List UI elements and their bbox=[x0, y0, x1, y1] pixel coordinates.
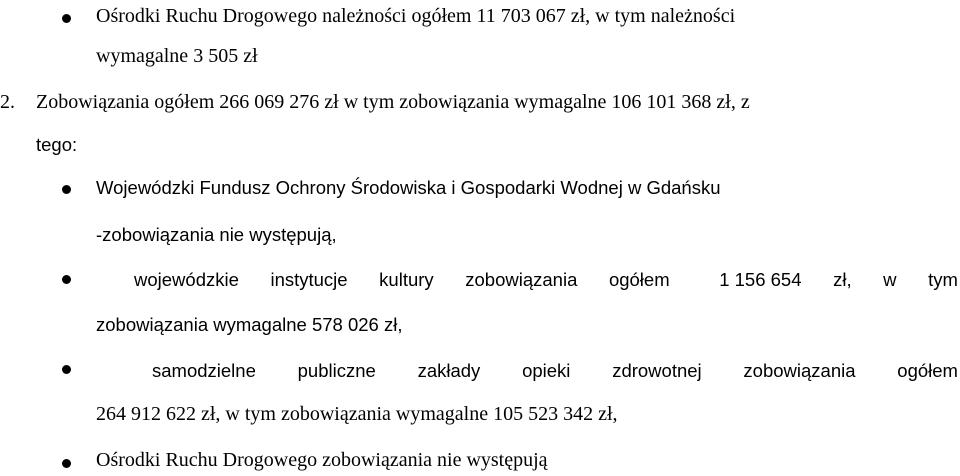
bullet-point bbox=[62, 185, 71, 194]
bullet-point bbox=[62, 365, 71, 374]
word: zł, bbox=[833, 269, 852, 290]
bullet-point bbox=[62, 14, 71, 23]
word: zobowiązania bbox=[465, 269, 578, 290]
word: zobowiązania bbox=[743, 360, 856, 381]
list-item-text: Wojewódzki Fundusz Ochrony Środowiska i Gospodarki Wodnej w Gdańsku bbox=[96, 177, 721, 198]
word: samodzielne bbox=[152, 360, 256, 381]
word: ogółem bbox=[897, 360, 958, 381]
word: instytucje bbox=[270, 269, 348, 290]
word: wojewódzkie bbox=[134, 269, 239, 290]
list-item-text: wymagalne 3 505 zł bbox=[96, 45, 258, 67]
bullet-point bbox=[62, 459, 71, 468]
word: publiczne bbox=[297, 360, 376, 381]
list-item-text: Ośrodki Ruchu Drogowego należności ogółem 11 703 067 zł, w tym należności bbox=[96, 5, 736, 27]
list-number: 2. bbox=[0, 91, 15, 113]
word: w bbox=[883, 269, 897, 290]
list-item-text: tego: bbox=[36, 134, 78, 155]
word: zakłady bbox=[417, 360, 481, 381]
word: opieki bbox=[522, 360, 571, 381]
word: kultury bbox=[379, 269, 434, 290]
word: ogółem bbox=[608, 269, 670, 290]
justified-line bbox=[134, 271, 958, 290]
bullet-point bbox=[62, 275, 71, 284]
justified-line bbox=[152, 362, 958, 381]
list-item-text: -zobowiązania nie występują, bbox=[96, 224, 337, 245]
word: tym bbox=[928, 269, 958, 290]
list-item-text: Ośrodki Ruchu Drogowego zobowiązania nie występują bbox=[96, 449, 548, 471]
list-item-text: 264 912 622 zł, w tym zobowiązania wymagalne 105 523 342 zł, bbox=[96, 403, 618, 425]
word: 1 156 654 bbox=[719, 269, 802, 290]
list-item-text: Zobowiązania ogółem 266 069 276 zł w tym zobowiązania wymagalne 106 101 368 zł, z bbox=[36, 91, 750, 113]
list-item-text: zobowiązania wymagalne 578 026 zł, bbox=[96, 314, 403, 335]
word: zdrowotnej bbox=[612, 360, 702, 381]
